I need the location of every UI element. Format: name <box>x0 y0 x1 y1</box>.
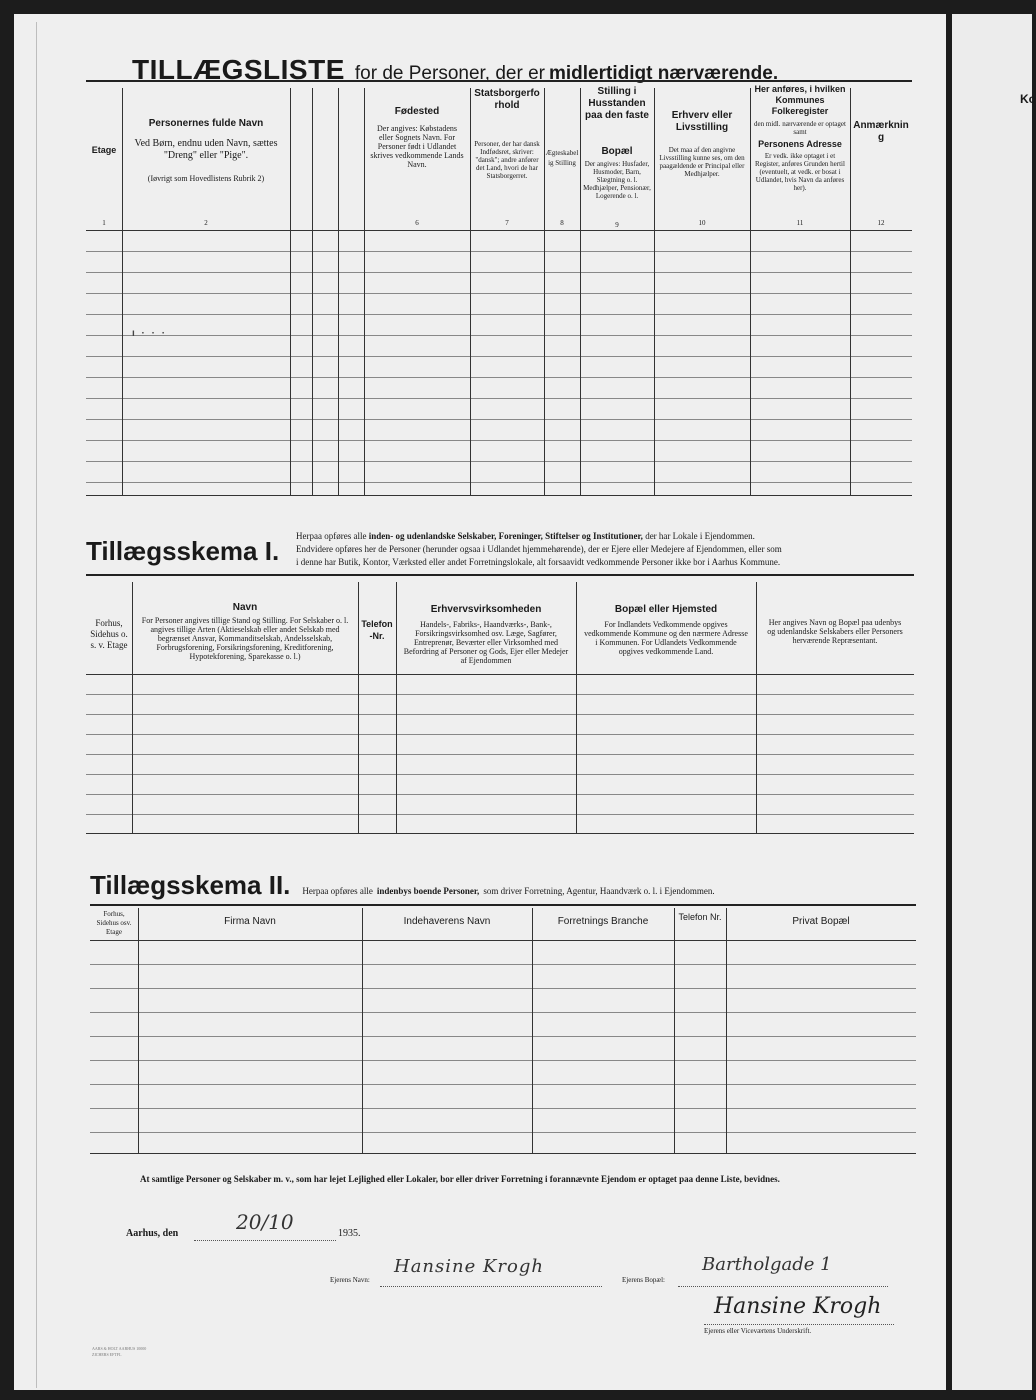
date-handwritten: 20/10 <box>236 1210 294 1234</box>
printer-imprint: AARS & HOLT AARHUS 10000 ZICHERS EFTFL <box>92 1346 147 1357</box>
list-subtitle-a: for de Personer, der er <box>354 63 545 84</box>
schema2-col-private-address: Privat Bopæl <box>792 916 850 927</box>
schema2-title: Tillægsskema II. <box>90 870 291 900</box>
schema1-col-phone: Telefon-Nr. <box>361 619 393 641</box>
schema2-col-branch: Forretnings Branche <box>557 916 649 927</box>
place-label: Aarhus, den <box>126 1228 179 1239</box>
signature-handwritten: Hansine Krogh <box>714 1294 882 1319</box>
schema1-col-etage: Forhus, Sidehus o. s. v. Etage <box>90 618 128 650</box>
owner-address-value: Bartholgade 1 <box>702 1254 832 1275</box>
form-sheet <box>14 14 946 1390</box>
adjacent-page <box>952 14 1036 1390</box>
signature-label: Ejerens eller Viceværtens Underskrift. <box>704 1327 812 1335</box>
declaration-text: At samtlige Personer og Selskaber m. v., som har lejet Lejlighed eller Lokaler, bor eller driver Forretning i forannævnte Ejendom er optaget paa denne Liste, bevidnes. <box>140 1174 780 1184</box>
date-line <box>126 1208 446 1248</box>
list-subtitle-b: midlertidigt nærværende. <box>549 63 779 84</box>
schema2-table <box>90 904 916 1154</box>
owner-line <box>330 1254 920 1294</box>
owner-name-label: Ejerens Navn: <box>330 1276 370 1284</box>
schema1-table: Forhus, Sidehus o. s. v. Etage Navn For Personer angives tillige Stand og Stilling. For Selskaber o. l. angives tillige Arten (Aktieselskab eller andet Selskab med begrænset Ansvar, Kommanditselskab, Andelsselskab, Forbrugsforening, Forsikringsforening, Kreditforening, Hypotekforening, Sparekasse o. l.) Telefon-Nr. Erhvervsvirksomheden Handels-, Fabriks-, Haandværks-, Bank-, Forsikringsvirksomhed osv. Læge, Sagfører, Entreprenør, Beværter eller Virksomhed med Befordring af Personer og Gods, Ejer eller Medejer af Ejendommen Bopæl eller Hjemsted For Indlandets Vedkommende opgives vedkommende Kommune og den nærmere Adresse i Kommunen. For Udlandets Vedkommende opgives vedkommende Land. Her angives Navn og Bopæl paa udenbys og udenlandske Selskabers eller Personers herværende Repræsentant. <box>86 574 914 834</box>
adjacent-page-corner-text: Ko <box>1020 92 1036 106</box>
owner-name-value: Hansine Krogh <box>394 1256 544 1277</box>
schema2-col-firm: Firma Navn <box>224 916 276 927</box>
schema2-col-etage: Forhus, Sidehus osv. Etage <box>96 910 132 936</box>
signature-block <box>674 1294 924 1344</box>
schema1-title: Tillægsskema I. <box>86 536 280 566</box>
schema2-col-phone: Telefon Nr. <box>678 912 722 922</box>
schema1-intro: Herpaa opføres alle inden- og udenlandske Selskaber, Foreninger, Stiftelser og Institutioner, der har Lokale i Ejendommen. Endvidere opføres her de Personer (herunder ogsaa i Udlandet hjemmehørende), der er Ejere eller Medejere af Ejendommen, eller som i denne har Butik, Kontor, Værksted eller andet Forretningslokale, alt forsaavidt vedkommende Personer ikke bor i Aarhus Kommune. <box>296 531 782 567</box>
schema2-col-owner: Indehaverens Navn <box>403 916 491 927</box>
schema2-heading: Tillægsskema II. Herpaa opføres alle indenbys boende Personer, som driver Forretning, Agentur, Haandværk o. l. i Ejendommen. <box>90 870 715 900</box>
owner-address-label: Ejerens Bopæl: <box>622 1276 665 1284</box>
year-text: 1935. <box>338 1228 361 1239</box>
list-table: Etage 1 Personernes fulde Navn Ved Børn, endnu uden Navn, sættes "Dreng" eller "Pige". (Iøvrigt som Hovedlistens Rubrik 2) 2 Fødested Der angives: Købstadens eller Sognets Navn. For Personer født i Udlandet skrives vedkommende Lands Navn. 6 Statsborgerforhold Personer, der har dansk Indfødsret, skriver: "dansk"; andre anfører det Land, hvori de har Statsborgerret. 7 Ægteskabelig Stilling 8 Stilling i Husstanden paa den faste Bopæl Der angives: Husfader, Husmoder, Barn, Slægtning o. l. Medhjælper, Pensionær, Logerende o. l. 9 Erhverv eller Livsstilling Det maa af den angivne Livsstilling kunne ses, om den paagældende er Principal eller Medhjælper. 10 Her anføres, i hvilken Kommunes Folkeregister den midl. nærværende er optaget samt Personens Adresse Er vedk. ikke optaget i et Register, anføres Grunden hertil (eventuelt, at vedk. er bosat i Udlandet, hvis Navn da anføres her). 11 Anmærkning 12 ı · · · <box>86 80 912 496</box>
list-title: TILLÆGSLISTE <box>132 54 345 85</box>
list-stray-mark: ı · · · <box>132 328 168 339</box>
